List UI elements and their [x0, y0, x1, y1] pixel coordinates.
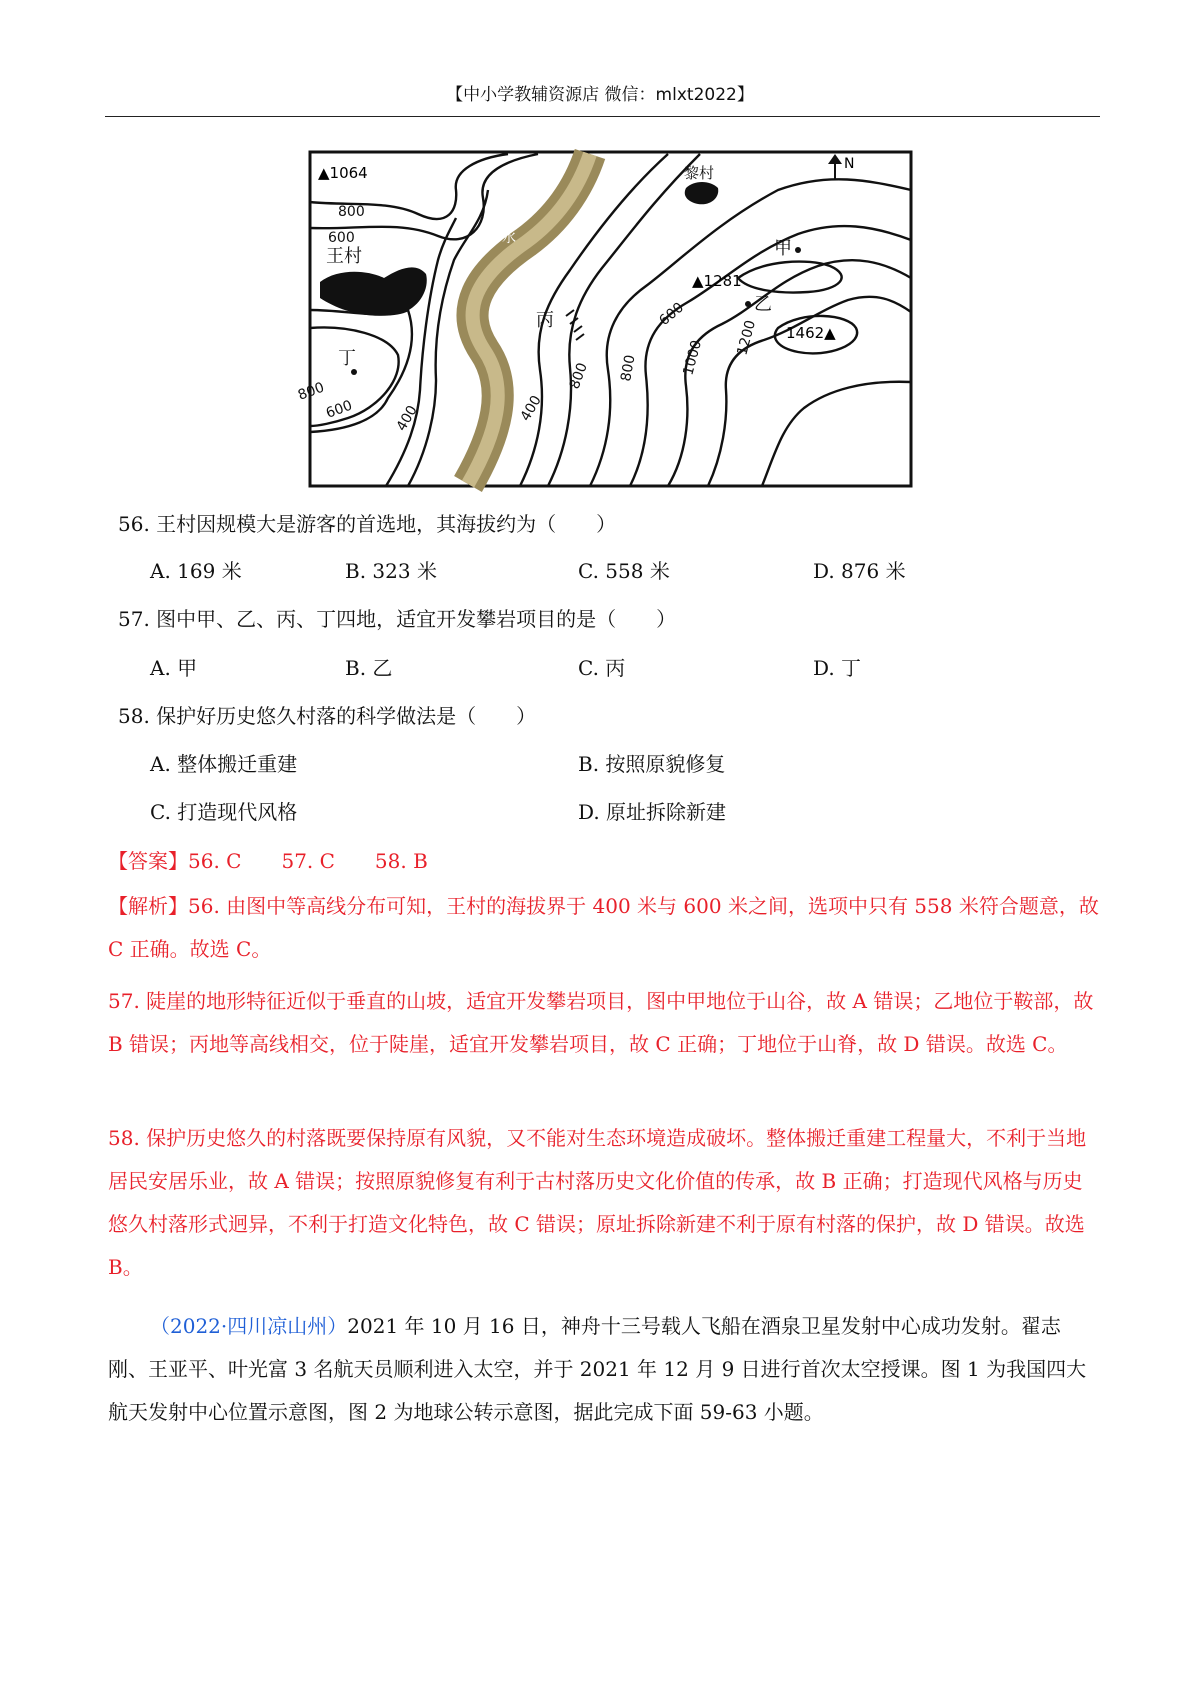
place-ding: 丁: [338, 348, 356, 369]
intro-source: （2022·四川凉山州）: [150, 1314, 348, 1338]
contour-label-600: 600: [323, 397, 355, 422]
contour-label-600: 600: [328, 230, 355, 246]
q56-option-c: C. 558 米: [578, 559, 670, 583]
q57-option-c: C. 丙: [578, 656, 626, 680]
analysis-58: 58. 保护历史悠久的村落既要保持原有风貌，又不能对生态环境造成破坏。整体搬迁重建工程量大，不利于当地居民安居乐业，故 A 错误；按照原貌修复有利于古村落历史文化价值的传承，故 B 正确；打造现代风格与历史悠久村落形式迥异，不利于打造文化特色，故 C 错误；原址拆除新建不利于原有村落的保护，故 D 错误。故选 B。: [108, 1126, 1087, 1279]
place-river: 水: [502, 230, 516, 246]
contour-label-400: 400: [393, 402, 421, 434]
q58-option-a: A. 整体搬迁重建: [150, 752, 298, 776]
peak-1462: 1462▲: [786, 324, 836, 342]
analysis-56: 【解析】56. 由图中等高线分布可知，王村的海拔界于 400 米与 600 米之间，选项中只有 558 米符合题意，故 C 正确。故选 C。: [108, 894, 1099, 961]
q56-option-b: B. 323 米: [345, 559, 437, 583]
q57-option-d: D. 丁: [813, 656, 862, 680]
place-li-village: 黎村: [684, 164, 715, 182]
point-jia: [795, 247, 801, 253]
q56-option-a: A. 169 米: [150, 559, 242, 583]
contour-label-800: 800: [295, 379, 327, 404]
place-yi: 乙: [754, 294, 772, 315]
peak-1064: ▲1064: [318, 164, 368, 182]
page-header: 【中小学教辅资源店 微信：mlxt2022】: [446, 85, 754, 105]
q56-option-d: D. 876 米: [813, 559, 906, 583]
contour-label-800: 800: [566, 360, 591, 392]
point-yi: [745, 301, 751, 307]
contour-label-800: 800: [338, 204, 365, 220]
header-rule: [105, 116, 1100, 117]
north-label: N: [844, 156, 855, 172]
contour-label-400: 400: [517, 392, 545, 424]
analysis-57: 57. 陡崖的地形特征近似于垂直的山坡，适宜开发攀岩项目，图中甲地位于山谷，故 A 错误；乙地位于鞍部，故 B 错误；丙地等高线相交，位于陡崖，适宜开发攀岩项目，故 C 正确；丁地位于山脊，故 D 错误。故选 C。: [108, 989, 1094, 1056]
question-58: 58. 保护好历史悠久村落的科学做法是（ ）: [118, 704, 537, 728]
q58-option-b: B. 按照原貌修复: [578, 752, 726, 776]
intro-text: 2021 年 10 月 16 日，神舟十三号载人飞船在酒泉卫星发射中心成功发射。翟志刚、王亚平、叶光富 3 名航天员顺利进入太空，并于 2021 年 12 月 9 日进行首次太空授课。图 1 为我国四大航天发射中心位置示意图，图 2 为地球公转示意图，据此完成下面 59-63 小题。: [108, 1314, 1087, 1424]
map-frame: [310, 152, 911, 486]
intro-paragraph: [108, 1305, 1100, 1434]
answer-line: 【答案】56. C 57. C 58. B: [108, 849, 428, 873]
q58-option-d: D. 原址拆除新建: [578, 800, 727, 824]
q58-option-c: C. 打造现代风格: [150, 800, 298, 824]
peak-1281: ▲1281: [692, 272, 742, 290]
q57-option-a: A. 甲: [150, 656, 198, 680]
contour-label-1200: 1200: [734, 318, 760, 358]
place-wang-village: 王村: [326, 246, 362, 267]
contour-label-1000: 1000: [680, 338, 706, 378]
place-jia: 甲: [774, 238, 792, 259]
contour-map: [295, 150, 913, 488]
contour-label-800: 800: [618, 353, 639, 383]
place-bing: 丙: [536, 310, 554, 331]
point-ding: [351, 369, 357, 375]
question-57: 57. 图中甲、乙、丙、丁四地，适宜开发攀岩项目的是（ ）: [118, 607, 677, 631]
q57-option-b: B. 乙: [345, 656, 393, 680]
question-56: 56. 王村因规模大是游客的首选地，其海拔约为（ ）: [118, 512, 617, 536]
contour-label-600: 600: [656, 299, 688, 330]
